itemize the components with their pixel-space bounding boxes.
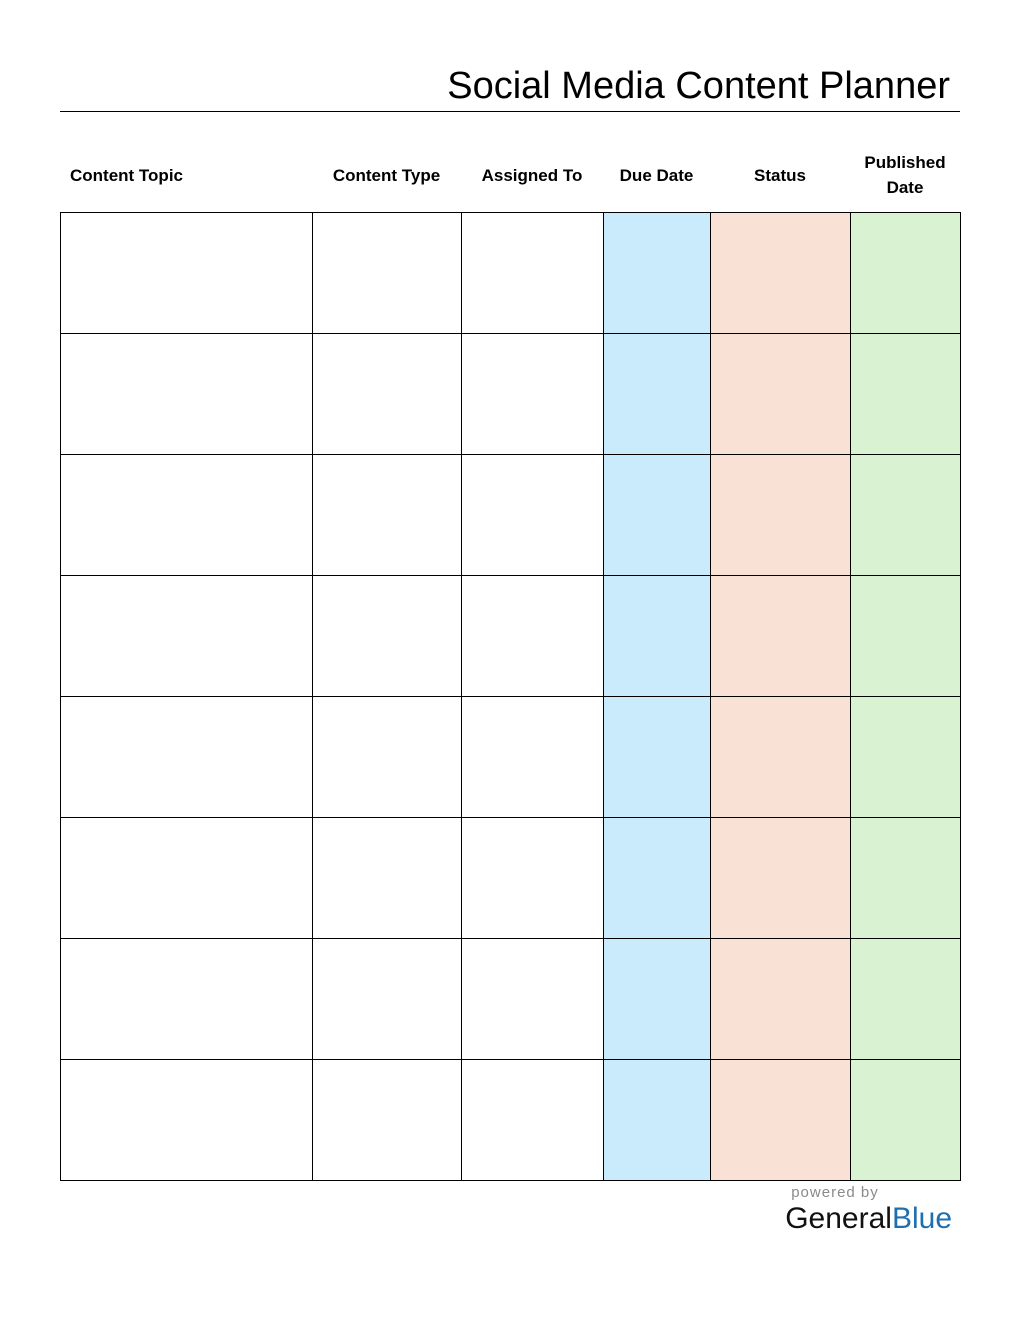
cell-due-date[interactable] bbox=[604, 455, 711, 576]
cell-assigned-to[interactable] bbox=[462, 334, 604, 455]
page-title: Social Media Content Planner bbox=[447, 65, 950, 107]
brand-logo bbox=[785, 1202, 952, 1236]
cell-assigned-to[interactable] bbox=[462, 697, 604, 818]
powered-by-text: powered by bbox=[791, 1184, 879, 1201]
table-row bbox=[61, 818, 961, 939]
header-published-date: Published Date bbox=[864, 153, 946, 197]
title-divider bbox=[60, 111, 960, 112]
cell-published-date[interactable] bbox=[851, 697, 961, 818]
header-status: Status bbox=[754, 165, 806, 185]
header-assigned-to: Assigned To bbox=[481, 165, 583, 185]
cell-due-date[interactable] bbox=[604, 818, 711, 939]
cell-content-type[interactable] bbox=[313, 213, 462, 334]
cell-content-topic[interactable] bbox=[61, 455, 313, 576]
cell-content-topic[interactable] bbox=[61, 818, 313, 939]
cell-due-date[interactable] bbox=[604, 213, 711, 334]
cell-due-date[interactable] bbox=[604, 1060, 711, 1181]
header-due-date: Due Date bbox=[619, 165, 694, 185]
cell-published-date[interactable] bbox=[851, 455, 961, 576]
planner-table bbox=[60, 212, 961, 1181]
table-row bbox=[61, 334, 961, 455]
cell-content-topic[interactable] bbox=[61, 334, 313, 455]
cell-content-type[interactable] bbox=[313, 455, 462, 576]
cell-assigned-to[interactable] bbox=[462, 818, 604, 939]
cell-published-date[interactable] bbox=[851, 576, 961, 697]
table-row bbox=[61, 1060, 961, 1181]
cell-published-date[interactable] bbox=[851, 818, 961, 939]
table-row bbox=[61, 939, 961, 1060]
cell-due-date[interactable] bbox=[604, 576, 711, 697]
cell-content-type[interactable] bbox=[313, 576, 462, 697]
cell-assigned-to[interactable] bbox=[462, 1060, 604, 1181]
cell-status[interactable] bbox=[711, 455, 851, 576]
cell-due-date[interactable] bbox=[604, 697, 711, 818]
header-content-topic: Content Topic bbox=[70, 165, 183, 185]
cell-due-date[interactable] bbox=[604, 939, 711, 1060]
cell-published-date[interactable] bbox=[851, 334, 961, 455]
cell-status[interactable] bbox=[711, 818, 851, 939]
header-content-type: Content Type bbox=[332, 165, 441, 185]
cell-status[interactable] bbox=[711, 576, 851, 697]
cell-content-type[interactable] bbox=[313, 334, 462, 455]
cell-assigned-to[interactable] bbox=[462, 576, 604, 697]
cell-status[interactable] bbox=[711, 213, 851, 334]
brand-name-general: General bbox=[785, 1202, 892, 1235]
cell-status[interactable] bbox=[711, 334, 851, 455]
cell-content-topic[interactable] bbox=[61, 1060, 313, 1181]
cell-content-topic[interactable] bbox=[61, 697, 313, 818]
cell-due-date[interactable] bbox=[604, 334, 711, 455]
footer-branding bbox=[785, 1184, 952, 1236]
cell-status[interactable] bbox=[711, 939, 851, 1060]
cell-content-type[interactable] bbox=[313, 1060, 462, 1181]
cell-published-date[interactable] bbox=[851, 939, 961, 1060]
cell-published-date[interactable] bbox=[851, 1060, 961, 1181]
table-row bbox=[61, 455, 961, 576]
cell-assigned-to[interactable] bbox=[462, 939, 604, 1060]
table-row bbox=[61, 213, 961, 334]
table-row bbox=[61, 697, 961, 818]
cell-status[interactable] bbox=[711, 697, 851, 818]
cell-content-topic[interactable] bbox=[61, 213, 313, 334]
table-row bbox=[61, 576, 961, 697]
table-header-row bbox=[60, 140, 960, 210]
cell-content-type[interactable] bbox=[313, 818, 462, 939]
cell-assigned-to[interactable] bbox=[462, 213, 604, 334]
cell-published-date[interactable] bbox=[851, 213, 961, 334]
brand-name-blue: Blue bbox=[891, 1202, 952, 1235]
cell-content-type[interactable] bbox=[313, 939, 462, 1060]
cell-content-topic[interactable] bbox=[61, 576, 313, 697]
cell-status[interactable] bbox=[711, 1060, 851, 1181]
cell-content-topic[interactable] bbox=[61, 939, 313, 1060]
cell-content-type[interactable] bbox=[313, 697, 462, 818]
cell-assigned-to[interactable] bbox=[462, 455, 604, 576]
